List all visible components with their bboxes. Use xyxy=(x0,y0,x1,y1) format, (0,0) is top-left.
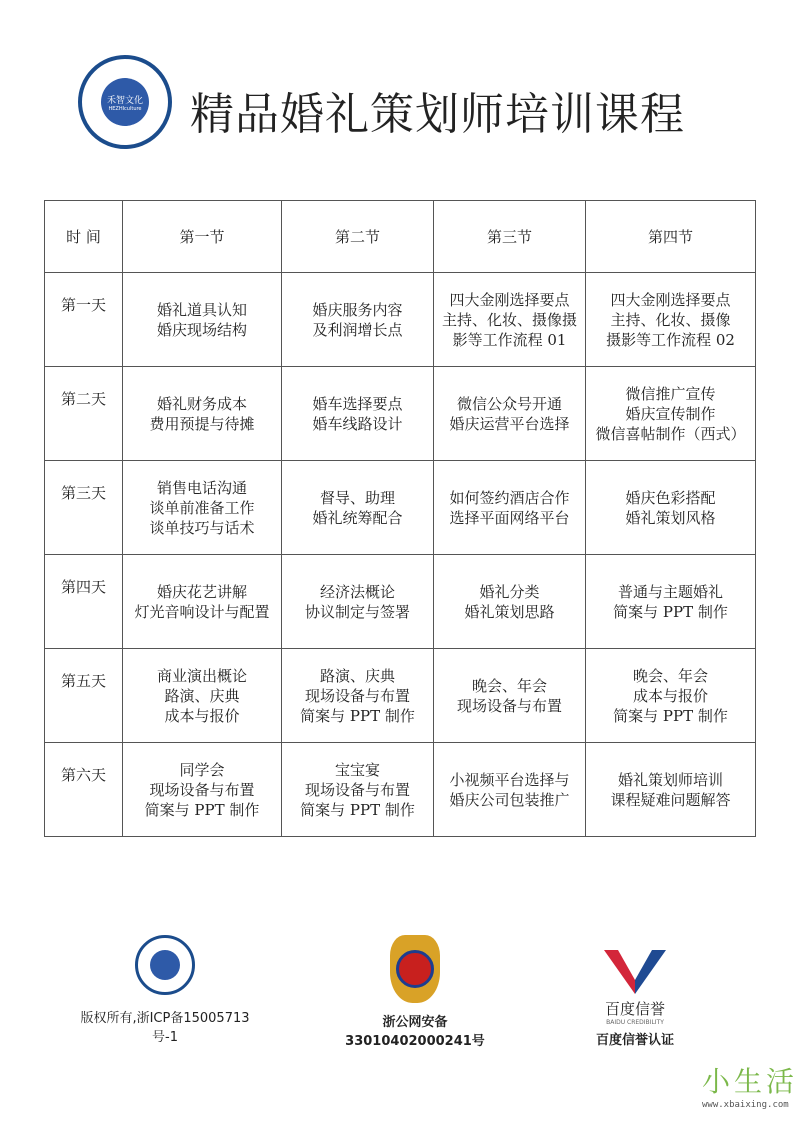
day-cell: 第一天 xyxy=(60,296,106,314)
day-td xyxy=(45,649,123,743)
session-cell: 晚会、年会 现场设备与布置 xyxy=(456,676,562,715)
logo-sub: HEZHIculture xyxy=(108,105,142,112)
session-cell: 同学会 现场设备与布置 简案与 PPT 制作 xyxy=(144,760,260,819)
session-td xyxy=(282,367,434,461)
session-td xyxy=(282,273,434,367)
header-td xyxy=(586,201,756,273)
header-td xyxy=(123,201,282,273)
session-cell: 销售电话沟通 谈单前准备工作 谈单技巧与话术 xyxy=(149,478,255,537)
session-td xyxy=(434,649,586,743)
header-cell: 第四节 xyxy=(647,227,693,246)
session-cell: 晚会、年会 成本与报价 简案与 PPT 制作 xyxy=(613,666,728,725)
day-td xyxy=(45,461,123,555)
page-title: 精品婚礼策划师培训课程 xyxy=(190,89,685,140)
session-cell: 经济法概论 协议制定与签署 xyxy=(304,582,410,621)
session-td xyxy=(434,743,586,837)
footer-copyright xyxy=(80,935,250,1045)
session-cell: 如何签约酒店合作 选择平面网络平台 xyxy=(449,488,570,527)
session-cell: 四大金刚选择要点 主持、化妆、摄像摄 影等工作流程 01 xyxy=(441,290,577,349)
session-cell: 小视频平台选择与 婚庆公司包装推广 xyxy=(449,770,570,809)
session-td xyxy=(123,367,282,461)
session-td xyxy=(434,555,586,649)
session-cell: 婚礼策划师培训 课程疑难问题解答 xyxy=(610,770,731,809)
schedule-table xyxy=(44,200,756,837)
header-cell: 第一节 xyxy=(179,227,225,246)
table-row xyxy=(45,743,756,837)
police-record-text: 浙公网安备 33010402000241号 xyxy=(345,1015,485,1049)
logo-text: 禾智文化 xyxy=(106,95,143,106)
session-cell: 婚庆服务内容 及利润增长点 xyxy=(312,300,403,339)
watermark xyxy=(680,1060,798,1110)
watermark-url: www.xbaixing.com xyxy=(702,1100,789,1110)
header-td xyxy=(45,201,123,273)
table-row xyxy=(45,273,756,367)
session-cell: 宝宝宴 现场设备与布置 简案与 PPT 制作 xyxy=(300,760,415,819)
session-cell: 督导、助理 婚礼统筹配合 xyxy=(312,488,403,527)
session-td xyxy=(282,743,434,837)
session-cell: 婚礼道具认知 婚庆现场结构 xyxy=(156,300,247,339)
table-row xyxy=(45,461,756,555)
header-td xyxy=(282,201,434,273)
day-cell: 第四天 xyxy=(60,578,106,596)
session-cell: 微信公众号开通 婚庆运营平台选择 xyxy=(449,394,570,433)
baidu-sub-text: BAIDU CREDIBILITY xyxy=(606,1019,664,1026)
session-cell: 婚礼财务成本 费用预提与待摊 xyxy=(149,394,255,433)
footer-police xyxy=(320,935,510,1049)
company-logo xyxy=(78,55,172,149)
police-badge-icon xyxy=(390,935,440,1003)
day-td xyxy=(45,367,123,461)
baidu-logo-text: 百度信誉 xyxy=(604,1000,665,1018)
header-td xyxy=(434,201,586,273)
header-cell: 第三节 xyxy=(486,227,532,246)
day-cell: 第六天 xyxy=(60,766,106,784)
day-cell: 第五天 xyxy=(60,672,106,690)
session-td xyxy=(282,555,434,649)
session-cell: 婚庆色彩搭配 婚礼策划风格 xyxy=(625,488,716,527)
session-td xyxy=(123,461,282,555)
session-td xyxy=(434,273,586,367)
session-cell: 婚车选择要点 婚车线路设计 xyxy=(312,394,403,433)
copyright-text: 版权所有,浙ICP备15005713号-1 xyxy=(80,1011,250,1045)
table-row xyxy=(45,555,756,649)
session-td xyxy=(586,555,756,649)
day-cell: 第三天 xyxy=(60,484,106,502)
baidu-v-icon xyxy=(604,950,666,994)
baidu-label: 百度信誉认证 xyxy=(595,1033,674,1048)
session-cell: 路演、庆典 现场设备与布置 简案与 PPT 制作 xyxy=(300,666,415,725)
session-cell: 婚庆花艺讲解 灯光音响设计与配置 xyxy=(134,582,270,621)
header-cell: 第二节 xyxy=(334,227,380,246)
day-td xyxy=(45,743,123,837)
session-cell: 普通与主题婚礼 简案与 PPT 制作 xyxy=(613,582,728,621)
session-td xyxy=(586,273,756,367)
day-cell: 第二天 xyxy=(60,390,106,408)
session-td xyxy=(586,649,756,743)
session-td xyxy=(434,367,586,461)
session-td xyxy=(123,555,282,649)
session-td xyxy=(282,649,434,743)
session-td xyxy=(434,461,586,555)
session-cell: 商业演出概论 路演、庆典 成本与报价 xyxy=(156,666,247,725)
session-td xyxy=(586,367,756,461)
session-cell: 四大金刚选择要点 主持、化妆、摄像 摄影等工作流程 02 xyxy=(606,290,735,349)
session-td xyxy=(282,461,434,555)
session-td xyxy=(123,743,282,837)
table-header-row xyxy=(45,201,756,273)
header-cell: 时 间 xyxy=(66,227,101,246)
table-row xyxy=(45,367,756,461)
day-td xyxy=(45,555,123,649)
watermark-text: 小生活 xyxy=(702,1065,799,1098)
company-logo-small xyxy=(135,935,195,995)
session-td xyxy=(586,461,756,555)
table-row xyxy=(45,649,756,743)
day-td xyxy=(45,273,123,367)
session-td xyxy=(123,273,282,367)
session-cell: 微信推广宣传 婚庆宣传制作 微信喜帖制作（西式） xyxy=(595,384,746,443)
session-td xyxy=(586,743,756,837)
session-td xyxy=(123,649,282,743)
session-cell: 婚礼分类 婚礼策划思路 xyxy=(464,582,555,621)
footer-baidu xyxy=(590,950,680,1048)
